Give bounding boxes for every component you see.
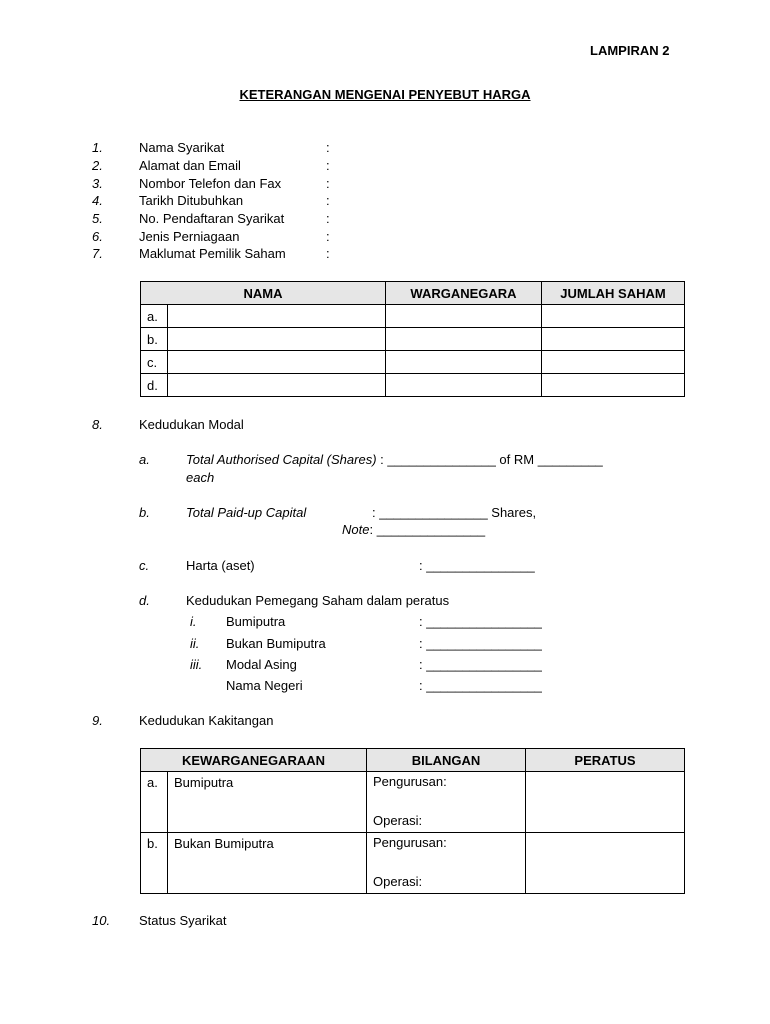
bilangan-cell[interactable]: Pengurusan: Operasi: [367,833,526,894]
item-number: 6. [92,229,103,244]
column-header-nama: NAMA [141,282,386,305]
roman-numeral: i. [190,614,197,629]
item-number: 2. [92,158,103,173]
pemegang-saham-label: Kedudukan Pemegang Saham dalam peratus [186,593,450,608]
item-number: 4. [92,193,103,208]
harta-label: Harta (aset) [186,558,255,573]
row-letter: d. [141,374,168,397]
section-label: Status Syarikat [139,913,227,928]
section-number: 8. [92,417,103,432]
item-label: Tarikh Ditubuhkan [139,193,244,208]
item-number: 3. [92,176,103,191]
authorised-capital-line: Total Authorised Capital (Shares) : _______________ of RM _________ [186,452,603,467]
jumlah-saham-cell[interactable] [542,374,685,397]
nama-cell[interactable] [168,351,386,374]
page-title: KETERANGAN MENGENAI PENYEBUT HARGA [239,87,531,102]
row-letter: a. [141,772,168,833]
nama-cell[interactable] [168,305,386,328]
column-header-bilangan: BILANGAN [367,749,526,772]
row-letter: a. [141,305,168,328]
warganegara-cell[interactable] [386,374,542,397]
nama-cell[interactable] [168,328,386,351]
jumlah-saham-cell[interactable] [542,305,685,328]
sub-item-field: : ________________ [419,657,542,672]
column-header-warganegara: WARGANEGARA [386,282,542,305]
table-row [141,305,685,328]
table-row [141,328,685,351]
bilangan-cell[interactable]: Pengurusan: Operasi: [367,772,526,833]
item-colon: : [326,229,330,244]
section-number: 9. [92,713,103,728]
row-letter: b. [141,328,168,351]
sub-item-field: : ________________ [419,636,542,651]
item-number: 5. [92,211,103,226]
jumlah-saham-cell[interactable] [542,328,685,351]
sub-letter: b. [139,505,150,520]
jumlah-saham-cell[interactable] [542,351,685,374]
table-row [141,772,685,833]
sub-item-field: : ________________ [419,678,542,693]
paid-up-note: Note: _______________ [342,522,486,537]
nama-cell[interactable] [168,374,386,397]
column-header-jumlah-saham: JUMLAH SAHAM [542,282,685,305]
roman-numeral: ii. [190,636,200,651]
warganegara-cell[interactable] [386,305,542,328]
row-letter: b. [141,833,168,894]
paid-up-capital-field: : _______________ Shares, [372,505,537,520]
item-label: No. Pendaftaran Syarikat [139,211,285,226]
item-colon: : [326,158,330,173]
column-header-kewarganegaraan: KEWARGANEGARAAN [141,749,367,772]
section-number: 10. [92,913,111,928]
table-row [141,374,685,397]
authorised-capital-cont: each [186,470,215,485]
item-colon: : [326,176,330,191]
item-colon: : [326,211,330,226]
item-label: Alamat dan Email [139,158,241,173]
kewarganegaraan-cell: Bumiputra [168,772,367,833]
roman-numeral: iii. [190,657,203,672]
item-number: 7. [92,246,103,261]
item-colon: : [326,246,330,261]
sub-item-label: Nama Negeri [226,678,303,693]
item-label: Nama Syarikat [139,140,225,155]
peratus-cell[interactable] [526,772,685,833]
warganegara-cell[interactable] [386,328,542,351]
kewarganegaraan-cell: Bukan Bumiputra [168,833,367,894]
item-number: 1. [92,140,103,155]
item-label: Maklumat Pemilik Saham [139,246,286,261]
shareholders-table [140,281,685,397]
item-label: Jenis Perniagaan [139,229,240,244]
warganegara-cell[interactable] [386,351,542,374]
sub-letter: c. [139,558,150,573]
column-header-peratus: PERATUS [526,749,685,772]
harta-field: : _______________ [419,558,535,573]
item-colon: : [326,140,330,155]
sub-letter: d. [139,593,150,608]
sub-item-label: Bukan Bumiputra [226,636,326,651]
sub-item-label: Bumiputra [226,614,286,629]
table-row [141,351,685,374]
peratus-cell[interactable] [526,833,685,894]
sub-letter: a. [139,452,150,467]
table-row [141,833,685,894]
paid-up-capital-label: Total Paid-up Capital [186,505,307,520]
lampiran-label: LAMPIRAN 2 [590,43,670,58]
item-label: Nombor Telefon dan Fax [139,176,282,191]
sub-item-field: : ________________ [419,614,542,629]
row-letter: c. [141,351,168,374]
item-colon: : [326,193,330,208]
section-label: Kedudukan Kakitangan [139,713,274,728]
staff-table [140,748,685,894]
section-label: Kedudukan Modal [139,417,244,432]
sub-item-label: Modal Asing [226,657,297,672]
